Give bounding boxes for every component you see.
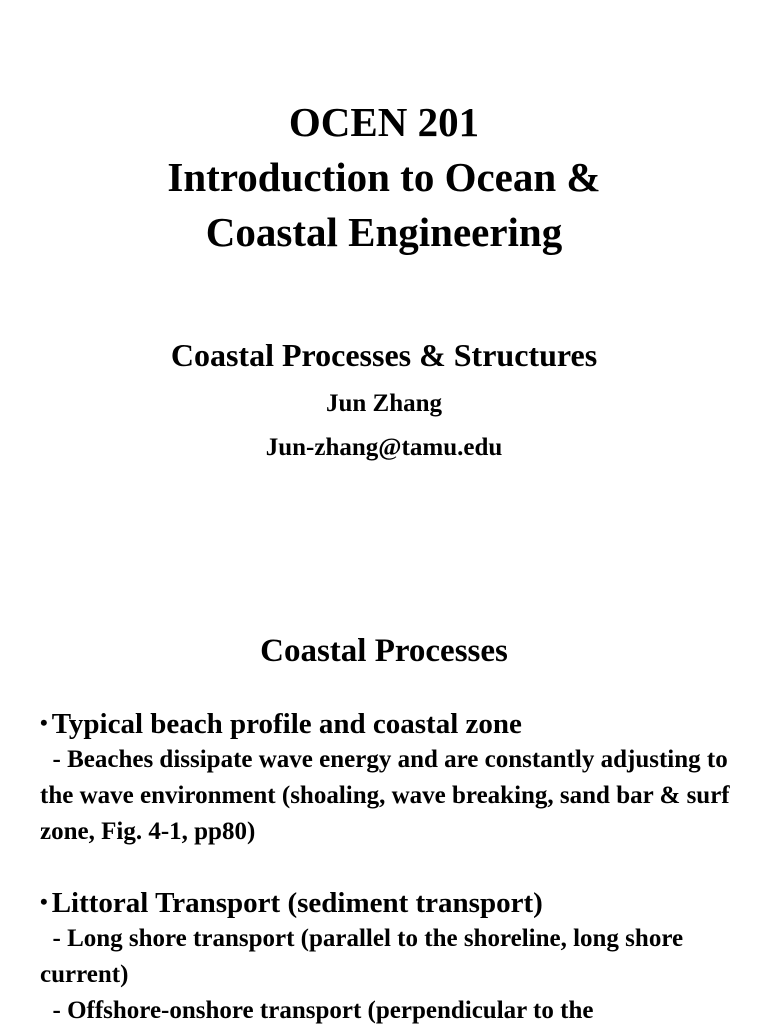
content-slide — [0, 560, 768, 1024]
bullet-body: - Beaches dissipate wave energy and are constantly adjusting to the wave environment (shoaling, wave breaking, sand bar & surf zone, Fig. 4-1, pp80) — [40, 746, 730, 845]
section-heading: Coastal Processes — [260, 633, 508, 669]
bullet-dot-icon: • — [40, 889, 48, 914]
bullet-title — [40, 884, 740, 921]
slide-title — [0, 95, 768, 260]
bullet-title — [40, 705, 740, 742]
course-title-line-2: Coastal Engineering — [205, 209, 563, 255]
author-name: Jun Zhang — [325, 390, 443, 417]
course-title-line-1: Introduction to Ocean & — [167, 154, 601, 200]
bullet-body: - Long shore transport (parallel to the shoreline, long shore current) - Offshore-onshore transport (perpendicular to the — [40, 925, 684, 1024]
bullet-title-text: Typical beach profile and coastal zone — [51, 708, 522, 740]
bullet-dot-icon: • — [40, 710, 48, 735]
course-code: OCEN 201 — [288, 99, 480, 145]
lecture-subtitle: Coastal Processes & Structures — [170, 337, 598, 373]
bullet-littoral-transport — [40, 884, 740, 1029]
bullet-beach-profile — [40, 705, 740, 850]
bullet-title-text: Littoral Transport (sediment transport) — [51, 887, 543, 919]
author-email: Jun-zhang@tamu.edu — [265, 434, 503, 461]
